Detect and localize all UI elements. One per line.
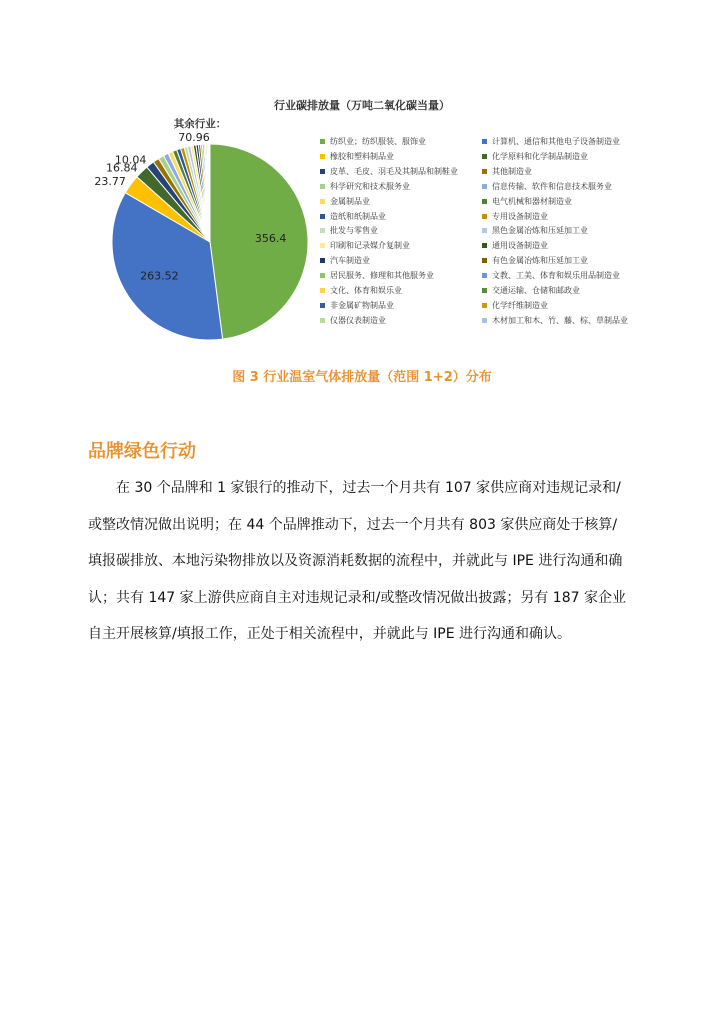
legend-item — [482, 151, 588, 162]
legend-swatch — [482, 139, 487, 144]
legend-item — [320, 151, 394, 162]
legend-label: 科学研究和技术服务业 — [330, 181, 410, 191]
legend-swatch — [320, 288, 325, 293]
legend-swatch — [320, 169, 325, 174]
legend-item — [482, 300, 548, 311]
legend-item — [320, 181, 410, 192]
legend-label: 金属制品业 — [330, 196, 370, 206]
legend-label: 仪器仪表制造业 — [330, 315, 386, 325]
paragraph-line: 认；共有 147 家上游供应商自主对违规记录和/或整改情况做出披露；另有 187 家企业 — [88, 589, 626, 606]
legend-label: 交通运输、仓储和邮政业 — [492, 286, 580, 295]
legend-swatch — [320, 318, 325, 323]
legend-item — [320, 315, 386, 326]
legend-label: 黑色金属冶炼和压延加工业 — [492, 226, 588, 236]
legend-item — [482, 196, 572, 207]
legend-item — [482, 315, 628, 326]
legend-label: 化学原料和化学制品制造业 — [492, 151, 588, 161]
legend-item — [320, 300, 394, 311]
slice-data-label: 23.77 — [94, 174, 126, 188]
legend-swatch — [482, 184, 487, 189]
legend-label: 信息传输、软件和信息技术服务业 — [492, 181, 612, 191]
legend-item — [320, 255, 370, 266]
legend-swatch — [482, 199, 487, 204]
body-paragraph — [88, 470, 644, 653]
legend-item — [482, 255, 588, 266]
legend-item — [320, 225, 378, 236]
legend-item — [320, 166, 458, 177]
legend-label: 印刷和记录媒介复制业 — [330, 241, 410, 251]
emissions-pie-chart — [0, 0, 724, 400]
legend-swatch — [482, 288, 487, 293]
legend-swatch — [320, 139, 325, 144]
legend-item — [320, 270, 434, 281]
legend-swatch — [482, 303, 487, 308]
legend-label: 纺织业；纺织服装、服饰业 — [330, 137, 426, 146]
legend-label: 计算机、通信和其他电子设备制造业 — [492, 137, 620, 146]
legend-swatch — [482, 258, 487, 263]
legend-item — [320, 196, 370, 207]
figure-caption: 图 3 行业温室气体排放量（范围 1+2）分布 — [232, 370, 492, 385]
legend-item — [320, 211, 386, 222]
legend-label: 其他制造业 — [492, 166, 532, 176]
paragraph-line: 填报碳排放、本地污染物排放以及资源消耗数据的流程中，并就此与 IPE 进行沟通和确 — [88, 553, 623, 570]
legend-swatch — [320, 199, 325, 204]
legend-item — [482, 166, 532, 177]
legend-label: 非金属矿物制品业 — [330, 300, 394, 310]
paragraph-line: 自主开展核算/填报工作，正处于相关流程中，并就此与 IPE 进行沟通和确认。 — [88, 626, 572, 643]
legend-label: 有色金属冶炼和压延加工业 — [492, 256, 588, 266]
legend-label: 文化、体育和娱乐业 — [330, 286, 402, 295]
legend-item — [482, 136, 620, 147]
legend-label: 橡胶和塑料制品业 — [330, 151, 394, 161]
legend-swatch — [482, 169, 487, 174]
legend-swatch — [482, 273, 487, 278]
legend-item — [482, 270, 620, 281]
legend-swatch — [320, 303, 325, 308]
legend-item — [320, 285, 402, 296]
other-industries-label: 其余行业： — [173, 118, 227, 130]
legend-swatch — [320, 184, 325, 189]
legend-item — [482, 240, 548, 251]
slice-data-label: 10.04 — [114, 153, 147, 167]
legend-label: 造纸和纸制品业 — [330, 211, 386, 221]
paragraph-line: 或整改情况做出说明；在 44 个品牌推动下，过去一个月共有 803 家供应商处于核算/ — [88, 516, 618, 533]
legend-swatch — [320, 214, 325, 219]
section-title: 品牌绿色行动 — [88, 441, 196, 462]
legend-label: 电气机械和器材制造业 — [492, 196, 572, 206]
legend-swatch — [320, 154, 325, 159]
legend-swatch — [320, 243, 325, 248]
slice-data-label: 356.4 — [254, 232, 287, 246]
slice-data-label: 263.52 — [140, 269, 179, 283]
legend-item — [320, 136, 426, 147]
legend-label: 汽车制造业 — [330, 256, 370, 266]
legend-swatch — [482, 154, 487, 159]
chart-title: 行业碳排放量（万吨二氧化碳当量） — [274, 99, 450, 112]
legend-label: 通用设备制造业 — [492, 241, 548, 251]
legend-label: 专用设备制造业 — [492, 211, 548, 221]
legend-label: 皮革、毛皮、羽毛及其制品和制鞋业 — [330, 166, 458, 176]
legend-label: 批发与零售业 — [330, 226, 378, 236]
legend-swatch — [320, 228, 325, 233]
legend-item — [482, 181, 612, 192]
legend-swatch — [482, 318, 487, 323]
legend-label: 化学纤维制造业 — [492, 300, 548, 310]
legend-swatch — [482, 214, 487, 219]
legend-label: 文教、工美、体育和娱乐用品制造业 — [492, 271, 620, 281]
legend-label: 居民服务、修理和其他服务业 — [330, 271, 434, 281]
legend-label: 木材加工和木、竹、藤、棕、草制品业 — [492, 315, 628, 325]
legend-item — [482, 211, 548, 222]
legend-swatch — [482, 228, 487, 233]
legend-swatch — [320, 273, 325, 278]
pie-slice — [209, 144, 210, 242]
legend-swatch — [482, 243, 487, 248]
legend-item — [320, 240, 410, 251]
legend-item — [482, 225, 588, 236]
other-industries-value: 70.96 — [178, 131, 210, 144]
legend-item — [482, 285, 580, 296]
paragraph-line: 在 30 个品牌和 1 家银行的推动下，过去一个月共有 107 家供应商对违规记录和/ — [116, 480, 621, 496]
slice-data-label: 16.84 — [106, 161, 138, 175]
legend-swatch — [320, 258, 325, 263]
